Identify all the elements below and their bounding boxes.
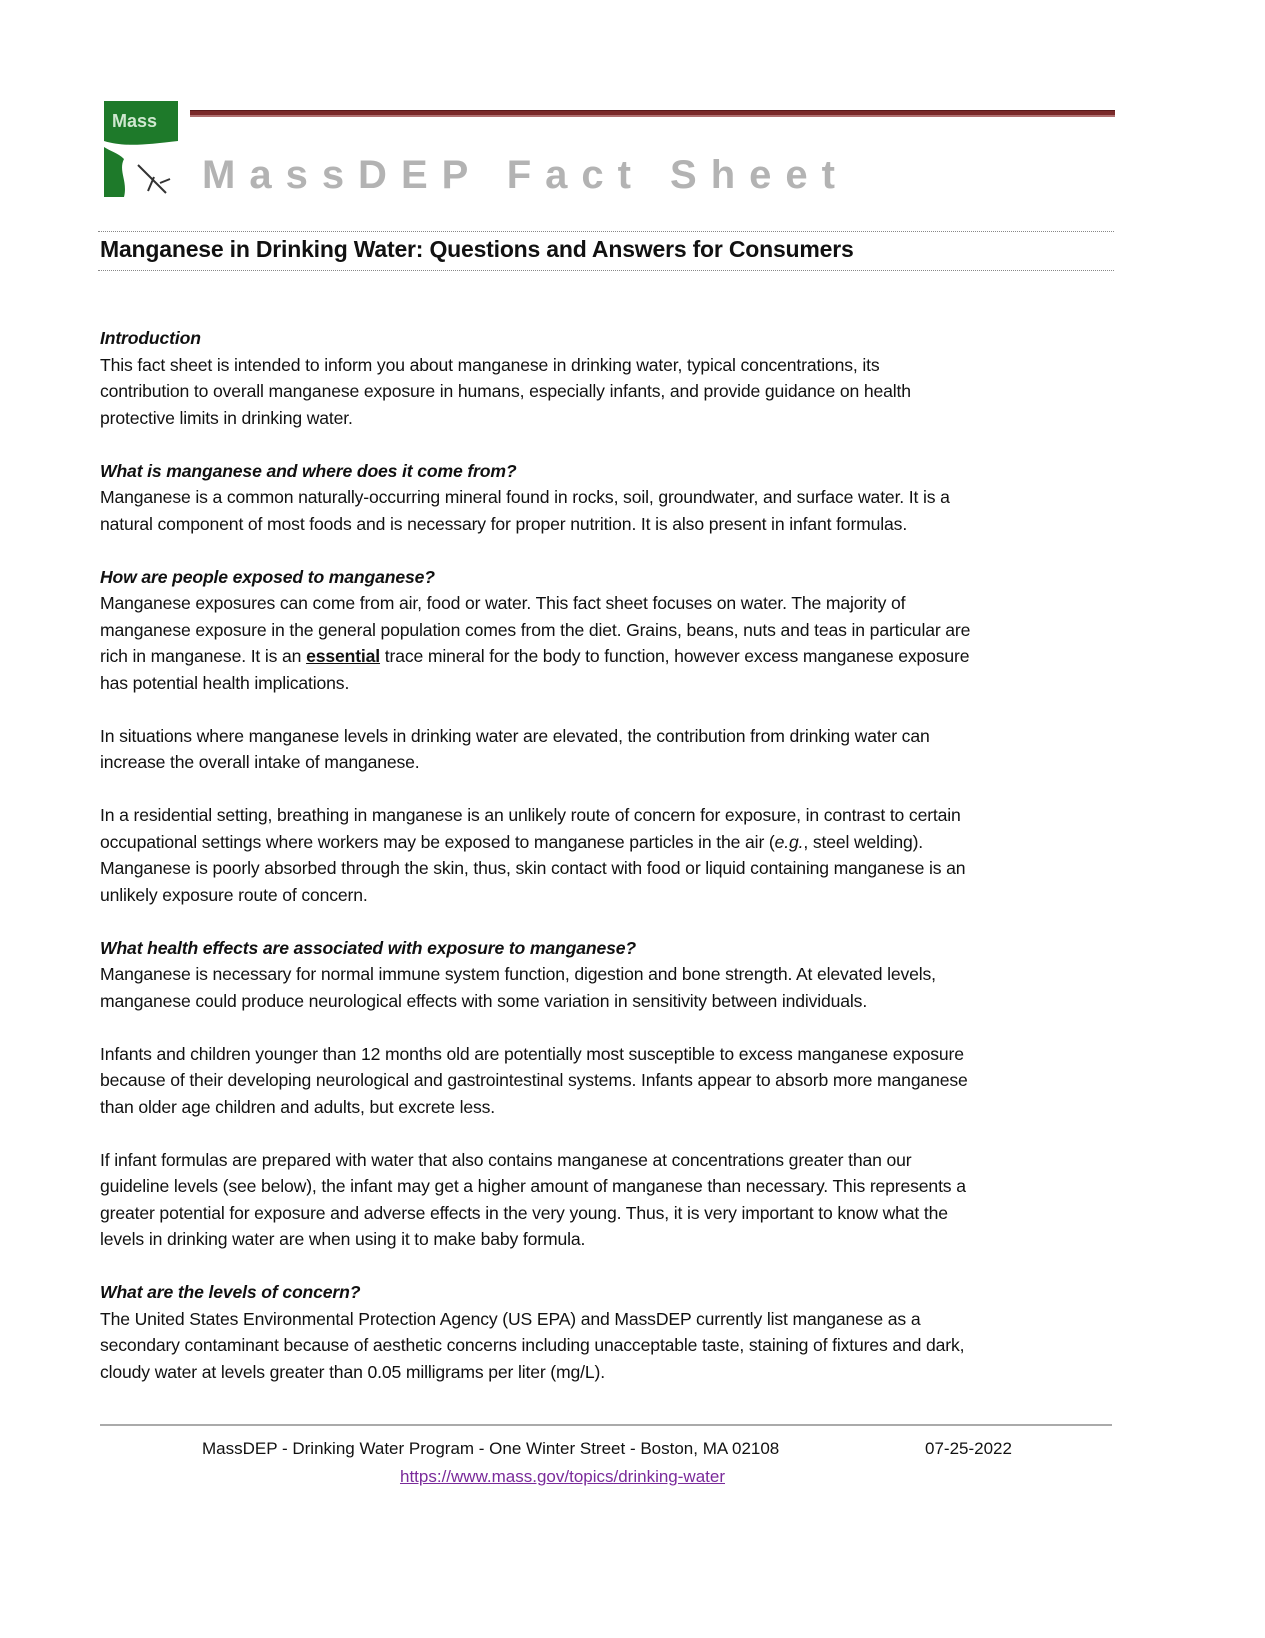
text-line xyxy=(100,643,970,670)
text-line: cloudy water at levels greater than 0.05 milligrams per liter (mg/L). xyxy=(100,1361,605,1382)
text-line: has potential health implications. xyxy=(100,672,350,693)
footer-date: 07-25-2022 xyxy=(925,1439,1012,1458)
section-exposure xyxy=(100,564,970,697)
section-what-is xyxy=(100,458,970,538)
text: , steel welding). xyxy=(803,831,924,852)
text-line: natural component of most foods and is necessary for proper nutrition. It is also present in infant formulas. xyxy=(100,513,908,534)
text-line: greater potential for exposure and adverse effects in the very young. Thus, it is very important to know what the xyxy=(100,1202,948,1223)
paragraph xyxy=(100,802,970,908)
text-italic: e.g. xyxy=(774,831,804,852)
section-heading: What is manganese and where does it come from? xyxy=(100,460,517,481)
text-line: secondary contaminant because of aesthetic concerns including unacceptable taste, staining of fixtures and dark, xyxy=(100,1335,965,1355)
footer-address: MassDEP - Drinking Water Program - One Winter Street - Boston, MA 02108 xyxy=(202,1439,780,1458)
text: rich in manganese. It is an xyxy=(100,646,307,666)
section-health-effects xyxy=(100,935,970,1015)
text-line: In situations where manganese levels in drinking water are elevated, the contribution from drinking water can xyxy=(100,725,930,746)
text-line: levels in drinking water are when using it to make baby formula. xyxy=(100,1229,586,1249)
text-line: Manganese is poorly absorbed through the skin, thus, skin contact with food or liquid containing manganese is an xyxy=(100,858,966,878)
text-line: Manganese is necessary for normal immune system function, digestion and bone strength. At elevated levels, xyxy=(100,964,936,984)
footer-rule xyxy=(100,1424,1112,1426)
text: occupational settings where workers may be exposed to manganese particles in the air ( xyxy=(100,831,775,852)
svg-text:Mass: Mass xyxy=(112,111,158,131)
text-line: In a residential setting, breathing in manganese is an unlikely route of concern for exposure, in contrast to certain xyxy=(100,805,961,825)
text-line: Manganese is a common naturally-occurring mineral found in rocks, soil, groundwater, and surface water. It is a xyxy=(100,487,950,507)
text-line: guideline levels (see below), the infant may get a higher amount of manganese than necessary. This represents a xyxy=(100,1176,966,1196)
section-heading: How are people exposed to manganese? xyxy=(100,566,435,587)
emphasis-essential: essential xyxy=(306,646,381,666)
text-line: This fact sheet is intended to inform you about manganese in drinking water, typical concentrations, its xyxy=(100,354,880,375)
paragraph xyxy=(100,1147,970,1253)
text-line: contribution to overall manganese exposure in humans, especially infants, and provide guidance on health xyxy=(100,381,911,401)
section-heading: What health effects are associated with exposure to manganese? xyxy=(100,937,636,958)
massdep-logo xyxy=(104,101,178,197)
section-heading: Introduction xyxy=(100,328,201,348)
text-line: increase the overall intake of manganese. xyxy=(100,752,420,772)
text-line: If infant formulas are prepared with water that also contains manganese at concentrations greater than our xyxy=(100,1149,912,1170)
text-line: because of their developing neurological and gastrointestinal systems. Infants appear to absorb more manganese xyxy=(100,1070,968,1090)
paragraph xyxy=(100,1041,970,1121)
section-heading: What are the levels of concern? xyxy=(100,1282,361,1302)
text-line xyxy=(100,829,970,856)
title-divider-bottom xyxy=(98,270,1114,271)
page-title: Manganese in Drinking Water: Questions and Answers for Consumers xyxy=(100,236,854,262)
text-line: The United States Environmental Protection Agency (US EPA) and MassDEP currently list manganese as a xyxy=(100,1308,921,1329)
document-body xyxy=(100,325,970,1412)
footer-link[interactable]: https://www.mass.gov/topics/drinking-water xyxy=(399,1467,725,1486)
text-line: unlikely exposure route of concern. xyxy=(100,884,368,905)
text-line: than older age children and adults, but excrete less. xyxy=(100,1096,496,1117)
section-introduction xyxy=(100,325,970,431)
section-levels-of-concern xyxy=(100,1279,970,1385)
text-line: manganese exposure in the general population comes from the diet. Grains, beans, nuts and teas in particular are xyxy=(100,619,971,640)
paragraph xyxy=(100,723,970,776)
brand-title: MassDEP Fact Sheet xyxy=(202,153,849,197)
title-divider-top xyxy=(98,231,1114,232)
text-line: protective limits in drinking water. xyxy=(100,407,353,428)
text: trace mineral for the body to function, however excess manganese exposure xyxy=(380,646,970,666)
text-line: Infants and children younger than 12 months old are potentially most susceptible to excess manganese exposure xyxy=(100,1043,964,1064)
text-line: Manganese exposures can come from air, food or water. This fact sheet focuses on water. The majority of xyxy=(100,593,906,613)
header-rule-bar xyxy=(190,111,1115,117)
text-line: manganese could produce neurological effects with some variation in sensitivity between individuals. xyxy=(100,990,868,1011)
